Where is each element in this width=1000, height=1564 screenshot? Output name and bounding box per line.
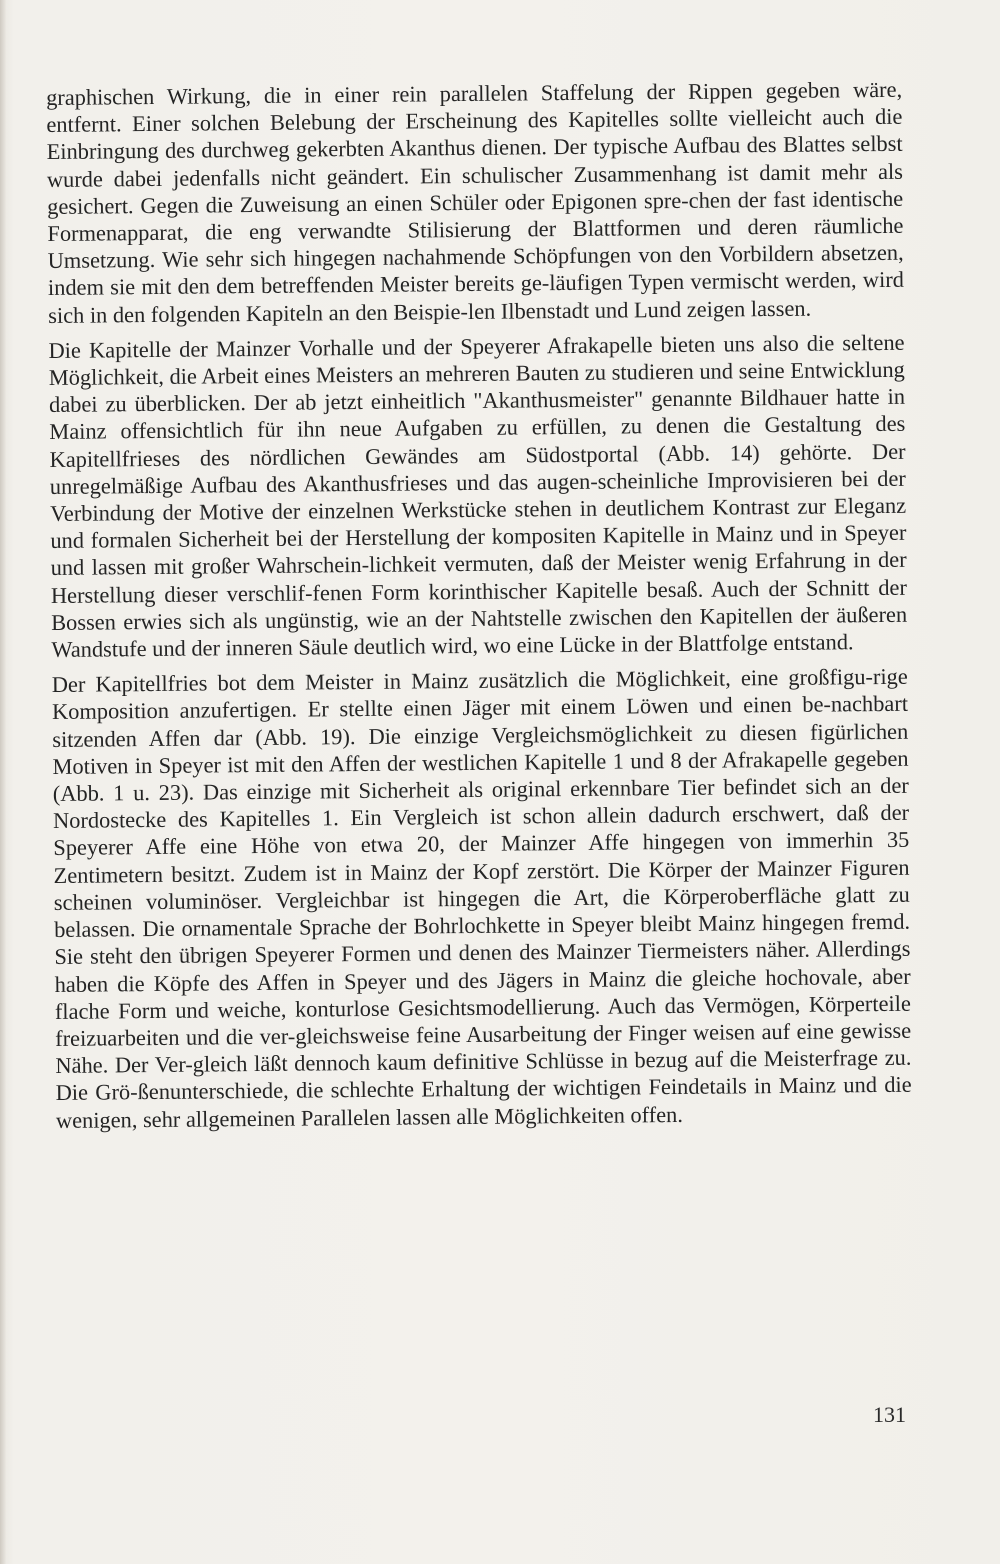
body-text — [46, 76, 912, 1142]
page-binding-edge — [0, 0, 6, 1564]
page-number: 131 — [873, 1402, 906, 1427]
paragraph-3: Der Kapitellfries bot dem Meister in Mainz zusätzlich die Möglichkeit, eine großfigu-rige Komposition anzufertigen. Er stellte einen Jäger mit einem Löwen und einen be-nachbart sitzenden Affen dar (Abb. 19). Die einzige Vergleichsmöglichkeit zu diesen figürlichen Motiven in Speyer ist mit den Affen der westlichen Kapitelle 1 und 8 der Afrakapelle gegeben (Abb. 1 u. 23). Das einzige mit Sicherheit als original erkennbare Tier befindet sich an der Nordostecke des Kapitelles 1. Ein Vergleich ist schon allein dadurch erschwert, daß der Speyerer Affe eine Höhe von etwa 20, der Mainzer Affe hingegen von immerhin 35 Zentimetern besitzt. Zudem ist in Mainz der Kopf zerstört. Die Körper der Mainzer Figuren scheinen voluminöser. Vergleichbar ist hingegen die Art, die Körperoberfläche glatt zu belassen. Die ornamentale Sprache der Bohrlochkette in Speyer bleibt Mainz hingegen fremd. Sie steht den übrigen Speyerer Formen und denen des Mainzer Tiermeisters näher. Allerdings haben die Köpfe des Affen in Speyer und des Jägers in Mainz die gleiche hochovale, aber flache Form und weiche, konturlose Gesichtsmodellierung. Auch das Vermögen, Körperteile freizuarbeiten und die ver-gleichsweise feine Ausarbeitung der Finger weisen auf eine gewisse Nähe. Der Ver-gleich läßt dennoch kaum definitive Schlüsse in bezug auf die Meisterfrage zu. Die Grö-ßenunterschiede, die schlechte Erhaltung der wichtigen Feindetails in Mainz und die wenigen, sehr allgemeinen Parallelen lassen alle Möglichkeiten offen. — [51, 664, 912, 1133]
paragraph-1: graphischen Wirkung, die in einer rein parallelen Staffelung der Rippen gegeben wäre, entfernt. Einer solchen Belebung der Erscheinung des Kapitelles sollte vielleicht auch die Einbringung des durchweg gekerbten Akanthus dienen. Der typische Aufbau des Blattes selbst wurde dabei jedenfalls nicht geändert. Ein schulischer Zusammenhang ist damit mehr als gesichert. Gegen die Zuweisung an einen Schüler oder Epigonen spre-chen der fast identische Formenapparat, die eng verwandte Stilisierung der Blattformen und deren räumliche Umsetzung. Wie sehr sich hingegen nachahmende Schöpfungen von den Vorbildern absetzen, indem sie mit den dem betreffenden Meister bereits ge-läufigen Typen vermischt werden, wird sich in den folgenden Kapiteln an den Beispie-len Ilbenstadt und Lund zeigen lassen. — [46, 76, 905, 328]
paragraph-2: Die Kapitelle der Mainzer Vorhalle und der Speyerer Afrakapelle bieten uns also die seltene Möglichkeit, die Arbeit eines Meisters an mehreren Bauten zu studieren und seine Entwicklung dabei zu überblicken. Der ab jetzt einheitlich "Akanthusmeister" genannte Bildhauer hatte in Mainz offensichtlich für ihn neue Aufgaben zu erfüllen, zu denen die Gestaltung des Kapitellfrieses des nördlichen Gewändes am Südostportal (Abb. 14) gehörte. Der unregelmäßige Aufbau des Akanthusfrieses und das augen-scheinliche Improvisieren bei der Verbindung der Motive der einzelnen Werkstücke stehen in deutlichem Kontrast zur Eleganz und formalen Sicherheit bei der Herstellung der kompositen Kapitelle in Mainz und in Speyer und lassen mit großer Wahrschein-lichkeit vermuten, daß der Meister wenig Erfahrung in der Herstellung dieser verschlif-fenen Form korinthischer Kapitelle besaß. Auch der Schnitt der Bossen erwies sich als ungünstig, wie an der Nahtstelle zwischen den Kapitellen der äußeren Wandstufe und der inneren Säule deutlich wird, wo eine Lücke in der Blattfolge entstand. — [48, 329, 908, 663]
